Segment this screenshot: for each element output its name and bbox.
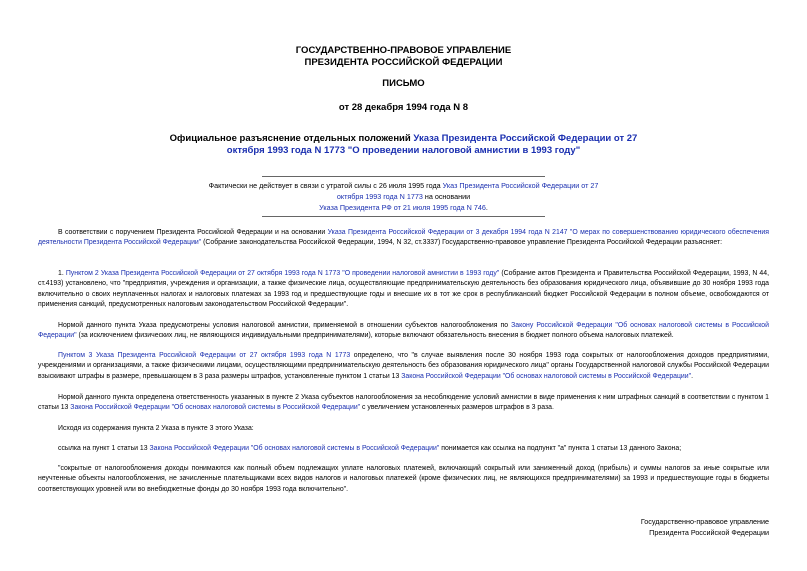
p2-text-b: (Собрание актов Президента и Правительства Российской Федерации, 1993, N 44, ст.4193) установлено, что "предприятия, учреждения и организации, а также физические лица, осуществляющие предпринимательскую деятельность без образования юридического лица, объявившие до 30 ноября 1993 года включительно о своих неуплаченных налогах и налоговых платежах за 1993 год и предшествующие годы и внесшие их в тот же срок в республиканский бюджет Российской Федерации в полном объеме, освобождаются от применения санкций, предусмотренных налоговым законодательством Российской Федерации". [38,270,769,309]
document-type: ПИСЬМО [382,78,425,89]
document-date: от 28 декабря 1994 года N 8 [338,102,469,113]
p3-text-a: Нормой данного пункта Указа предусмотрены условия налоговой амнистии, применяемой в отношении субъектов налогообложения по [58,322,512,329]
paragraph-1 [38,228,769,249]
p5-text-a: Нормой данного пункта определена ответственность указанных в пункте 2 Указа субъектов налогообложения за несоблюдение условий амнистии в виде применения к ним штрафных санкций в соответствии с пунктом 1 статьи 13 [38,394,769,412]
paragraph-2 [38,269,769,311]
p1-decree-2147-link[interactable]: Указа Президента Российской Федерации от 3 декабря 1994 года N 2147 "О мерах по совершенствованию юридического обеспечения деятельности Президента Российской Федерации" [38,229,769,247]
signature-line-1: Государственно-правовое управление [640,517,769,526]
top-divider [262,176,545,177]
p7-text-b: понимается как ссылка на подпункт "а" пункта 1 статьи 13 данного Закона; [439,445,682,452]
p7-tax-law-link[interactable]: Закона Российской Федерации "Об основах налоговой системы в Российской Федерации" [149,445,440,452]
status-note-suffix: . [485,203,488,212]
signature [641,516,769,538]
signature-line-2: Президента Российской Федерации [649,528,769,537]
p4-tax-law-link[interactable]: Закона Российской Федерации "Об основах налоговой системы в Российской Федерации" [401,372,692,380]
paragraph-8: "сокрытые от налогообложения доходы понимаются как полный объем подлежащих уплате налоговых платежей, включающий сокрытый или заниженный доход (прибыль) и суммы налогов за иные сокрытые или неучтенные объекты налогообложения, не зачисленные плательщиками всех видов налогов и налоговых платежей (кроме физических лиц, не являющихся предпринимателями) за 1993 и предшествующие годы в бюджеты соответствующих уровней или во внебюджетные фонды до 30 ноября 1993 года включительно". [38,465,769,493]
p7-text-a: ссылка на пункт 1 статьи 13 [58,445,150,452]
paragraph-6: Исходя из содержания пункта 2 Указа в пункте 3 этого Указа: [58,425,254,432]
p5-tax-law-link[interactable]: Закона Российской Федерации "Об основах налоговой системы в Российской Федерации" [70,404,361,412]
status-note-link-decree-1773[interactable]: Указ Президента Российской Федерации от 27 октября 1993 года N 1773 [336,181,599,201]
status-note-prefix: Фактически не действует в связи с утратой силы с 26 июля 1995 года [208,181,443,190]
p1-text-b: (Собрание законодательства Российской Федерации, 1994, N 32, ст.3337) Государственно-правовое управление Президента Российской Федерации разъясняет: [201,239,723,247]
org-line-2: ПРЕЗИДЕНТА РОССИЙСКОЙ ФЕДЕРАЦИИ [304,57,503,68]
p4-text-b: . [691,372,694,380]
status-note-link-decree-746[interactable]: Указа Президента РФ от 21 июля 1995 года N 746 [319,203,486,212]
p4-text-a: определено, что "в случае выявления после 30 ноября 1993 года сокрытых от налогообложения доходов предприятиями, учреждениями и организациями, а также физическими лицами, осуществляющими предпринимательскую деятельность без образования юридического лица" органы Государственной налоговой службы Российской Федерации взыскивают штрафы в размере, превышающем в 3 раза размеры штрафов, установленные пунктом 1 статьи 13 [38,352,769,380]
p2-decree-link[interactable]: Пунктом 2 Указа Президента Российской Федерации от 27 октября 1993 года N 1773 "О проведении налоговой амнистии в 1993 году" [65,270,500,277]
status-note-middle: на основании [422,192,471,201]
org-line-1: ГОСУДАРСТВЕННО-ПРАВОВОЕ УПРАВЛЕНИЕ [295,45,512,56]
status-note [200,180,607,213]
title-lead: Официальное разъяснение отдельных положений [169,133,414,144]
paragraph-4 [38,351,769,382]
paragraph-3 [38,321,769,342]
title-decree-link[interactable]: Указа Президента Российской Федерации от 27 октября 1993 года N 1773 "О проведении налоговой амнистии в 1993 году" [226,133,638,156]
bottom-divider [262,216,545,217]
p2-text-a: 1. [58,270,66,277]
organization-name [0,45,807,69]
paragraph-7 [38,444,769,454]
p5-text-b: с увеличением установленных размеров штрафов в 3 раза. [360,404,554,412]
document-title [150,133,657,157]
p3-tax-law-link[interactable]: Закону Российской Федерации "Об основах налоговой системы в Российской Федерации" [38,322,769,340]
p4-decree-link[interactable]: Пунктом 3 Указа Президента Российской Федерации от 27 октября 1993 года N 1773 [58,352,351,359]
p1-text-a: В соответствии с поручением Президента Российской Федерации и на основании [58,229,328,236]
paragraph-5 [38,393,769,414]
p3-text-b: (за исключением физических лиц, не являющихся индивидуальными предпринимателями), которые включают обязательность внесения в бюджет полного объема налоговых платежей. [76,332,674,340]
